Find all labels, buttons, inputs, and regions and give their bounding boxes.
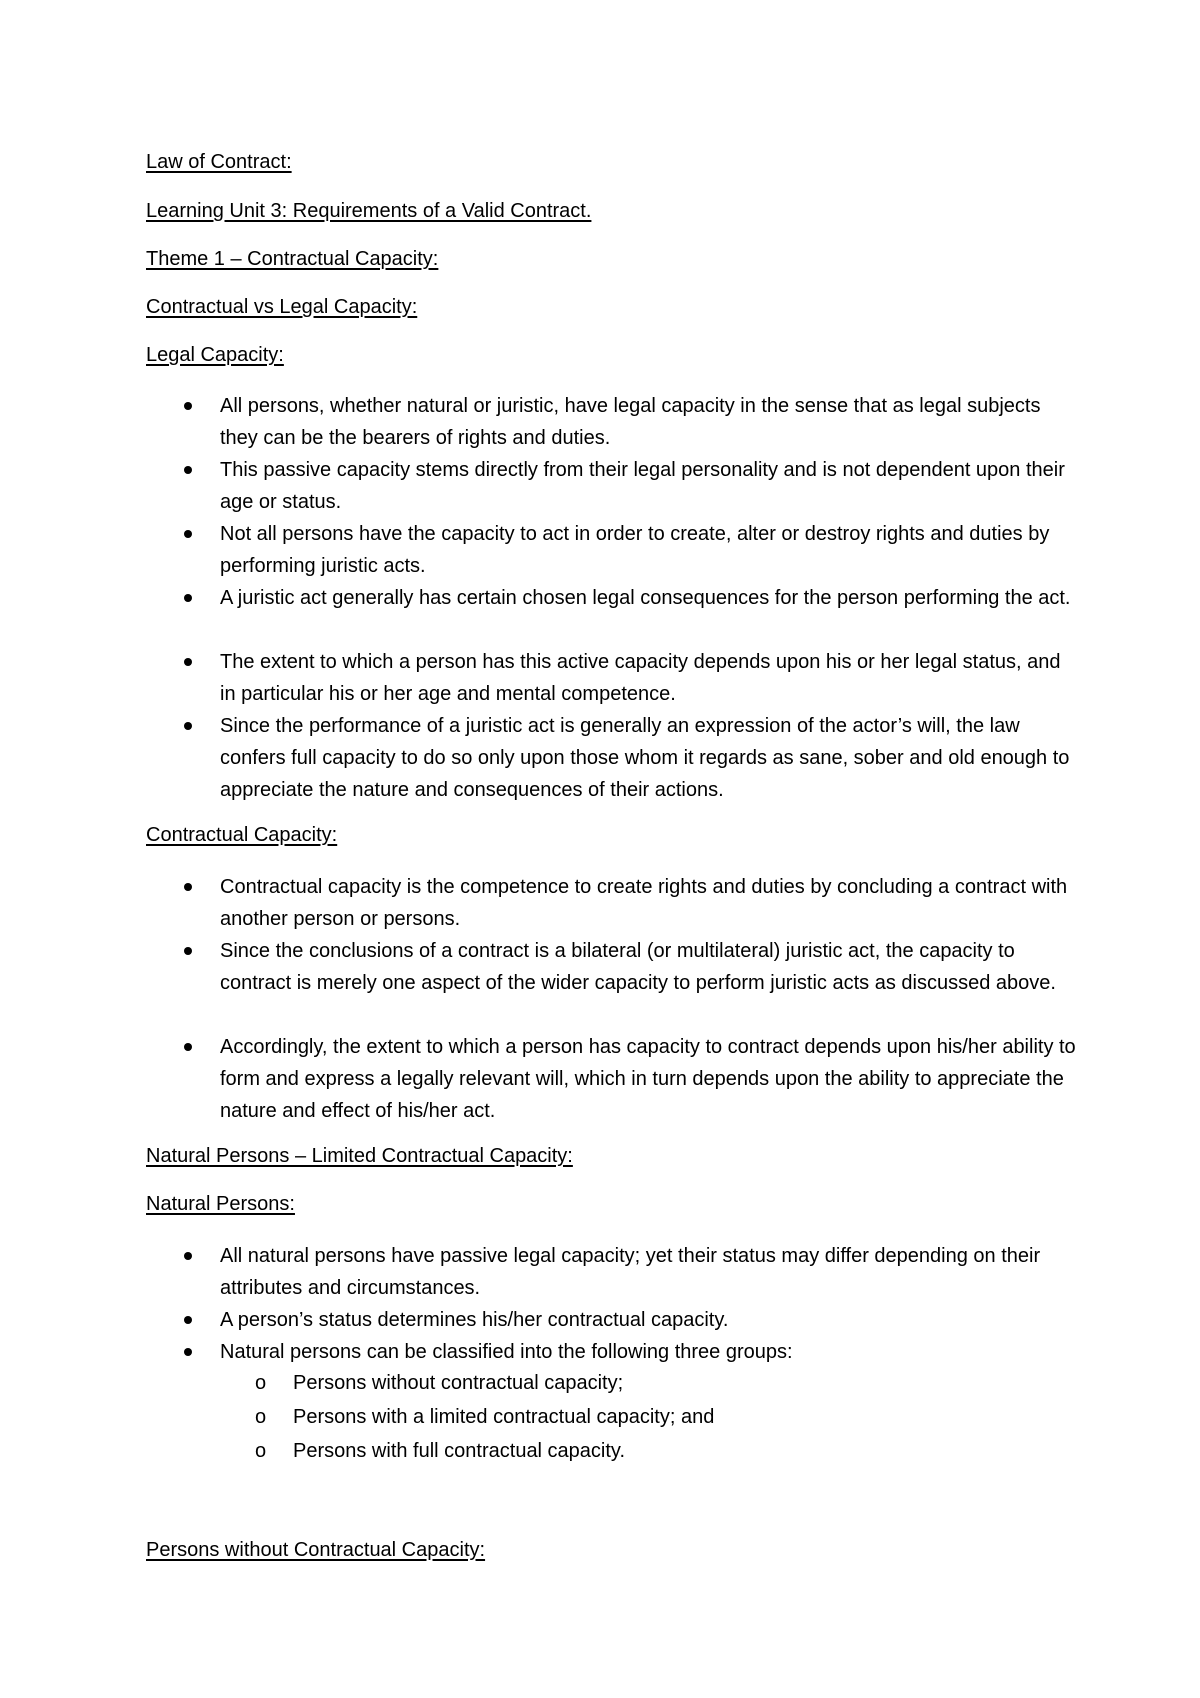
bullet-icon [184, 947, 192, 955]
bullet-icon [184, 883, 192, 891]
unit-heading: Learning Unit 3: Requirements of a Valid Contract. [146, 200, 592, 222]
circle-bullet-icon: o [255, 1406, 267, 1428]
bullet-icon [184, 402, 192, 410]
bullet-icon [184, 1252, 192, 1260]
section-heading-contractual-vs-legal: Contractual vs Legal Capacity: [146, 296, 418, 318]
bullet-icon [184, 1043, 192, 1051]
list-item-text: Since the conclusions of a contract is a bilateral (or multilateral) juristic act, the capacity to contract is merely one aspect of the wider capacity to perform juristic acts as discussed above. [220, 940, 1056, 994]
list-item-text: A person’s status determines his/her contractual capacity. [220, 1309, 729, 1331]
bullet-icon [184, 466, 192, 474]
bullet-icon [184, 1348, 192, 1356]
bullet-icon [184, 530, 192, 538]
subheading-natural-persons: Natural Persons: [146, 1193, 295, 1215]
list-item-text: This passive capacity stems directly from their legal personality and is not dependent upon their age or status. [220, 459, 1065, 513]
list-item-text: A juristic act generally has certain chosen legal consequences for the person performing the act. [220, 587, 1071, 609]
sub-list-item-text: Persons without contractual capacity; [293, 1372, 624, 1394]
list-item-text: Accordingly, the extent to which a person has capacity to contract depends upon his/her ability to form and express a legally relevant will, which in turn depends upon the ability to appreciate the nature and effect of his/her act. [220, 1036, 1076, 1122]
sub-list-item-text: Persons with full contractual capacity. [293, 1440, 626, 1462]
list-item-text: All persons, whether natural or juristic, have legal capacity in the sense that as legal subjects they can be the bearers of rights and duties. [220, 395, 1041, 449]
bullet-icon [184, 722, 192, 730]
list-item-text: Since the performance of a juristic act is generally an expression of the actor’s will, the law confers full capacity to do so only upon those whom it regards as sane, sober and old enough to appreciate the nature and consequences of their actions. [220, 715, 1070, 801]
circle-bullet-icon: o [255, 1372, 267, 1394]
circle-bullet-icon: o [255, 1440, 267, 1462]
list-item-text: All natural persons have passive legal capacity; yet their status may differ depending on their attributes and circumstances. [220, 1245, 1041, 1299]
list-item-text: The extent to which a person has this active capacity depends upon his or her legal status, and in particular his or her age and mental competence. [220, 651, 1061, 705]
bullet-icon [184, 658, 192, 666]
section-heading-natural-persons: Natural Persons – Limited Contractual Capacity: [146, 1145, 573, 1167]
section-heading-persons-without-capacity: Persons without Contractual Capacity: [146, 1539, 486, 1561]
subheading-contractual-capacity: Contractual Capacity: [146, 824, 338, 846]
list-item-text: Not all persons have the capacity to act in order to create, alter or destroy rights and duties by performing juristic acts. [220, 523, 1050, 577]
theme-heading: Theme 1 – Contractual Capacity: [146, 248, 439, 270]
bullet-icon [184, 1316, 192, 1324]
bullet-icon [184, 594, 192, 602]
list-item-text: Contractual capacity is the competence to create rights and duties by concluding a contract with another person or persons. [220, 876, 1068, 930]
subheading-legal-capacity: Legal Capacity: [146, 344, 284, 366]
sub-list-item-text: Persons with a limited contractual capacity; and [293, 1406, 715, 1428]
list-item-text: Natural persons can be classified into the following three groups: [220, 1341, 793, 1363]
document-title: Law of Contract: [146, 151, 292, 173]
